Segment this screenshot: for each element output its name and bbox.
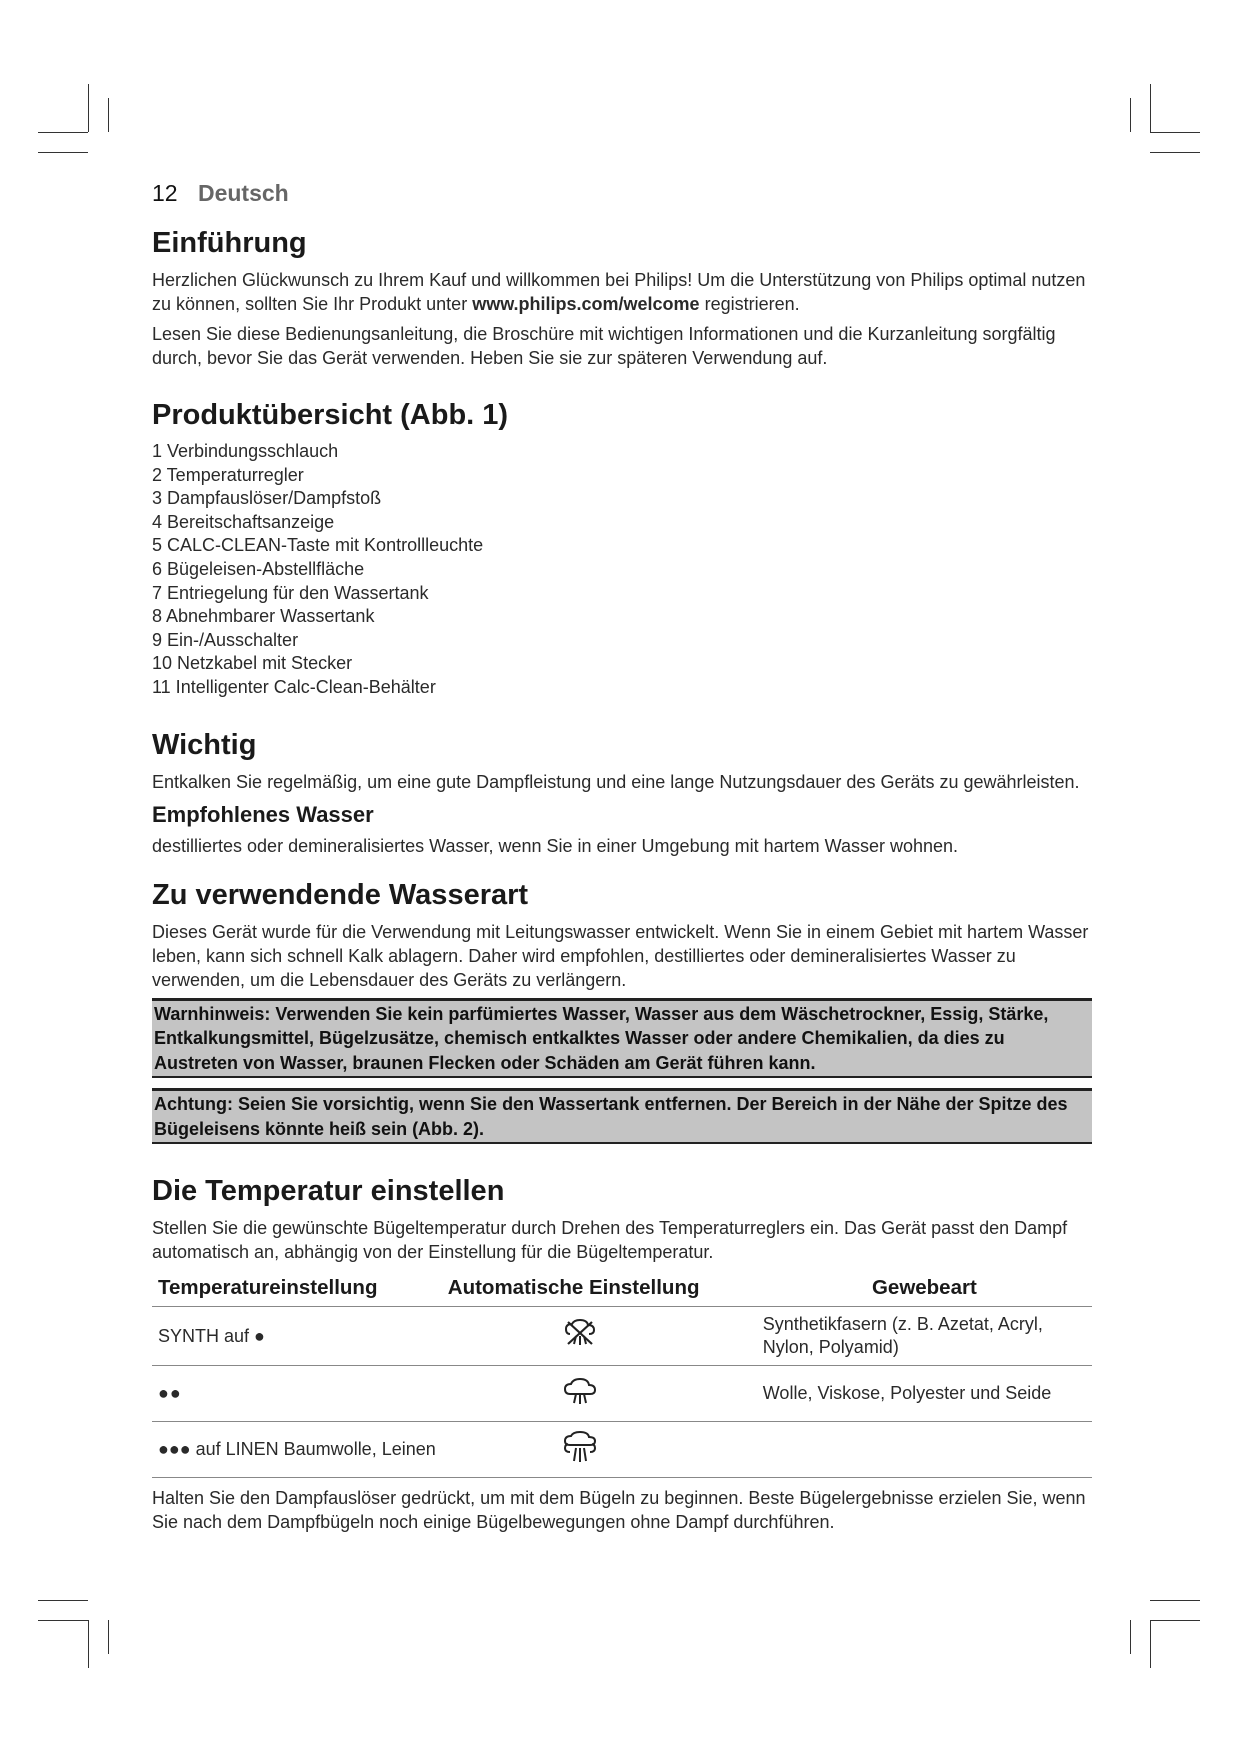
intro-section <box>152 224 1092 370</box>
page-content <box>152 180 1092 1540</box>
list-item: 4 Bereitschaftsanzeige <box>152 511 335 532</box>
important-title: Wichtig <box>152 728 257 761</box>
overview-title: Produktübersicht (Abb. 1) <box>152 399 509 431</box>
temperature-text: Stellen Sie die gewünschte Bügeltemperatur durch Drehen des Temperaturreglers ein. Das Gerät passt den Dampf automatisch an, abhängig von der Einstellung für die Bügeltemperatur. <box>152 1218 1068 1263</box>
fabric-cell <box>757 1422 1092 1478</box>
steam-low-icon <box>562 1376 598 1406</box>
intro-title: Einführung <box>152 227 307 259</box>
list-item: 10 Netzkabel mit Stecker <box>152 653 353 674</box>
overview-section <box>152 396 1092 700</box>
list-item: 3 Dampfauslöser/Dampfstoß <box>152 488 382 509</box>
list-item: 5 CALC-CLEAN-Taste mit Kontrollleuchte <box>152 535 484 556</box>
column-header-setting: Temperatureinstellung <box>152 1272 442 1307</box>
water-text: Dieses Gerät wurde für die Verwendung mit Leitungswasser entwickelt. Wenn Sie in einem Gebiet mit hartem Wasser leben, kann sich schnell Kalk ablagern. Daher wird empfohlen, destilliertes oder demineralisiertes Wasser zu verwenden, um die Lebensdauer des Geräts zu verlängern. <box>152 921 1089 990</box>
setting-cell: ●●● auf LINEN Baumwolle, Leinen <box>152 1422 442 1478</box>
page-header <box>152 180 1092 210</box>
important-section <box>152 726 1092 858</box>
column-header-fabric: Gewebeart <box>757 1272 1092 1307</box>
recommended-water-text: destilliertes oder demineralisiertes Wasser, wenn Sie in einer Umgebung mit hartem Wasser wohnen. <box>152 835 959 856</box>
list-item: 6 Bügeleisen-Abstellfläche <box>152 558 365 579</box>
temperature-footer: Halten Sie den Dampfauslöser gedrückt, um mit dem Bügeln zu beginnen. Beste Bügelergebnisse erzielen Sie, wenn Sie nach dem Dampfbügeln noch einige Bügelbewegungen ohne Dampf durchführen. <box>152 1488 1086 1533</box>
recommended-water-title: Empfohlenes Wasser <box>152 801 374 827</box>
intro-paragraph-2: Lesen Sie diese Bedienungsanleitung, die Broschüre mit wichtigen Informationen und die Kurzanleitung sorgfältig durch, bevor Sie das Gerät verwenden. Heben Sie sie zur späteren Verwendung auf. <box>152 324 1056 368</box>
important-text: Entkalken Sie regelmäßig, um eine gute Dampfleistung und eine lange Nutzungsdauer des Geräts zu gewährleisten. <box>152 771 1080 792</box>
list-item: 11 Intelligenter Calc-Clean-Behälter <box>152 676 436 697</box>
list-item: 1 Verbindungsschlauch <box>152 441 339 461</box>
steam-off-icon <box>562 1318 598 1348</box>
table-row <box>152 1366 1092 1422</box>
water-title: Zu verwendende Wasserart <box>152 878 529 911</box>
welcome-link[interactable]: www.philips.com/welcome <box>472 294 700 314</box>
setting-cell: SYNTH auf ● <box>152 1307 442 1366</box>
list-item: 7 Entriegelung für den Wassertank <box>152 582 429 603</box>
temperature-table <box>152 1272 1092 1478</box>
list-item: 8 Abnehmbarer Wassertank <box>152 606 375 627</box>
list-item: 9 Ein-/Ausschalter <box>152 629 299 650</box>
temperature-title: Die Temperatur einstellen <box>152 1175 505 1208</box>
fabric-cell: Synthetikfasern (z. B. Azetat, Acryl, Nylon, Polyamid) <box>757 1307 1092 1366</box>
page-language: Deutsch <box>197 180 289 206</box>
warning-box: Warnhinweis: Verwenden Sie kein parfümiertes Wasser, Wasser aus dem Wäschetrockner, Essig, Stärke, Entkalkungsmittel, Bügelzusätze, chemisch entkalktes Wasser oder andere Chemikalien, da dies zu Austreten von Wasser, braunen Flecken oder Schäden am Gerät führen kann. <box>152 998 1092 1079</box>
overview-list <box>152 440 1092 700</box>
fabric-cell: Wolle, Viskose, Polyester und Seide <box>757 1366 1092 1422</box>
water-section <box>152 876 1092 1145</box>
list-item: 2 Temperaturregler <box>152 464 304 485</box>
caution-box: Achtung: Seien Sie vorsichtig, wenn Sie den Wassertank entfernen. Der Bereich in der Nähe der Spitze des Bügeleisens könnte heiß sein (Abb. 2). <box>152 1088 1092 1144</box>
column-header-auto: Automatische Einstellung <box>442 1272 757 1307</box>
page-number: 12 <box>152 180 178 206</box>
table-row <box>152 1422 1092 1478</box>
temperature-section <box>152 1172 1092 1534</box>
intro-paragraph-1: Herzlichen Glückwunsch zu Ihrem Kauf und willkommen bei Philips! Um die Unterstützung von Philips optimal nutzen zu können, sollten Sie Ihr Produkt unter www.philips.com/welcome registrieren. <box>152 270 1086 314</box>
table-row <box>152 1307 1092 1366</box>
steam-high-icon <box>562 1431 598 1463</box>
setting-cell: ●● <box>152 1366 442 1422</box>
